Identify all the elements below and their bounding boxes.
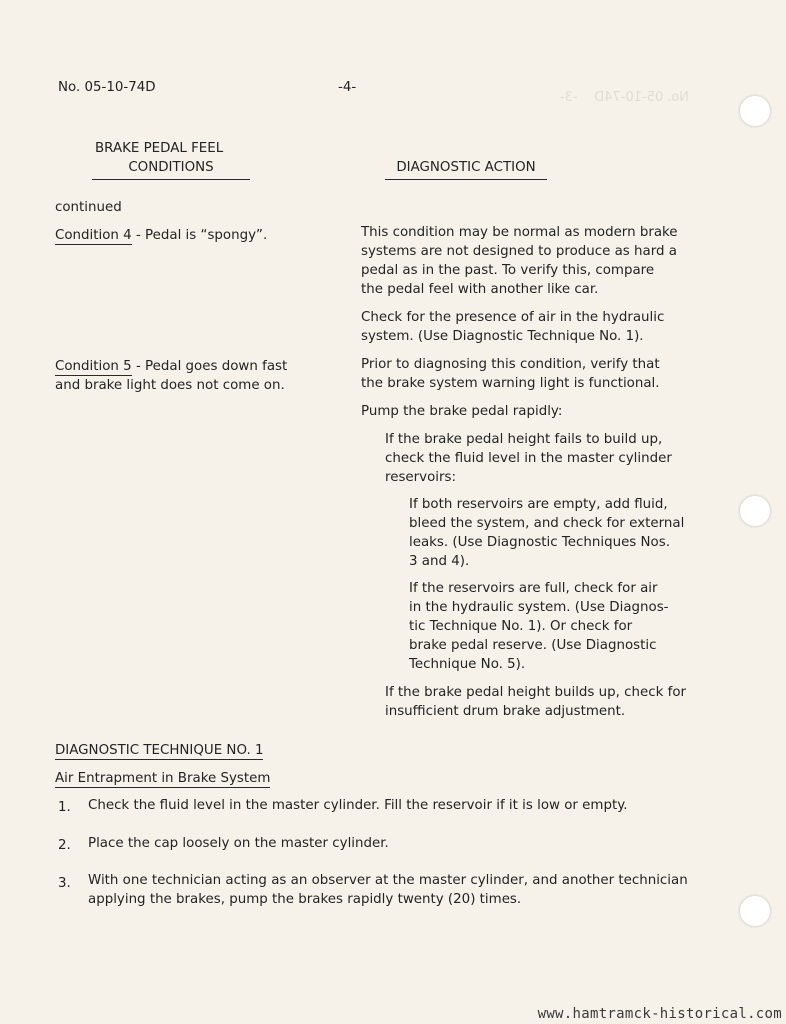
step-1-text: Check the fluid level in the master cylinder. Fill the reservoir if it is low or empty. <box>88 798 628 813</box>
condition4-action1-l4: the pedal feel with another like car. <box>361 282 599 297</box>
condition5-pump: Pump the brake pedal rapidly: <box>361 404 563 419</box>
condition5-sub2-l2: insufficient drum brake adjustment. <box>385 704 626 719</box>
condition5-action1-l2: the brake system warning light is functional. <box>361 376 660 391</box>
condition5-description-l1: Condition 5 - Pedal goes down fast <box>55 359 288 374</box>
condition5-sub1a-l1: If both reservoirs are empty, add fluid, <box>409 497 668 512</box>
condition5-label: Condition 5 <box>55 359 132 374</box>
step-2-number: 2. <box>58 838 71 853</box>
step-1-number: 1. <box>58 800 71 815</box>
watermark: www.hamtramck-historical.com <box>537 1006 782 1022</box>
condition5-sub1b-l5: Technique No. 5). <box>409 657 526 672</box>
condition5-sub1b-l4: brake pedal reserve. (Use Diagnostic <box>409 638 657 653</box>
step-3-text-l2: applying the brakes, pump the brakes rapidly twenty (20) times. <box>88 892 522 907</box>
heading-left-line1: BRAKE PEDAL FEEL <box>95 141 224 156</box>
condition5-sub1-l3: reservoirs: <box>385 470 457 485</box>
punch-hole-bottom <box>740 896 770 926</box>
condition4-description: Condition 4 - Pedal is “spongy”. <box>55 228 268 243</box>
page-number: -4- <box>338 80 357 95</box>
condition4-action1-l3: pedal as in the past. To verify this, compare <box>361 263 655 278</box>
condition4-action1-l1: This condition may be normal as modern brake <box>361 225 678 240</box>
condition5-description-l2: and brake light does not come on. <box>55 378 285 393</box>
condition4-action2-l2: system. (Use Diagnostic Technique No. 1). <box>361 329 644 344</box>
bleed-through: No. 05-10-74D -3- <box>560 90 689 105</box>
punch-hole-middle <box>740 496 770 526</box>
condition5-sub1a-l3: leaks. (Use Diagnostic Techniques Nos. <box>409 535 670 550</box>
condition5-sub1a-l4: 3 and 4). <box>409 554 470 569</box>
step-2-text: Place the cap loosely on the master cylinder. <box>88 836 389 851</box>
heading-left-line2: CONDITIONS <box>92 158 250 180</box>
condition5-sub2-l1: If the brake pedal height builds up, check for <box>385 685 687 700</box>
condition4-action2-l1: Check for the presence of air in the hydraulic <box>361 310 665 325</box>
condition5-sub1-l2: check the fluid level in the master cylinder <box>385 451 672 466</box>
doc-number: No. 05-10-74D <box>58 80 156 95</box>
condition4-action1-l2: systems are not designed to produce as hard a <box>361 244 677 259</box>
condition5-sub1-l1: If the brake pedal height fails to build up, <box>385 432 663 447</box>
technique-subtitle: Air Entrapment in Brake System <box>55 771 271 786</box>
condition5-sub1a-l2: bleed the system, and check for external <box>409 516 685 531</box>
condition5-sub1b-l2: in the hydraulic system. (Use Diagnos- <box>409 600 669 615</box>
heading-right: DIAGNOSTIC ACTION <box>385 158 547 180</box>
condition5-action1-l1: Prior to diagnosing this condition, verify that <box>361 357 660 372</box>
condition4-label: Condition 4 <box>55 228 132 243</box>
condition5-sub1b-l1: If the reservoirs are full, check for air <box>409 581 658 596</box>
condition5-sub1b-l3: tic Technique No. 1). Or check for <box>409 619 633 634</box>
technique-title: DIAGNOSTIC TECHNIQUE NO. 1 <box>55 743 264 758</box>
step-3-text-l1: With one technician acting as an observer at the master cylinder, and another technician <box>88 873 688 888</box>
punch-hole-top <box>740 96 770 126</box>
step-3-number: 3. <box>58 876 71 891</box>
continued-label: continued <box>55 200 122 215</box>
